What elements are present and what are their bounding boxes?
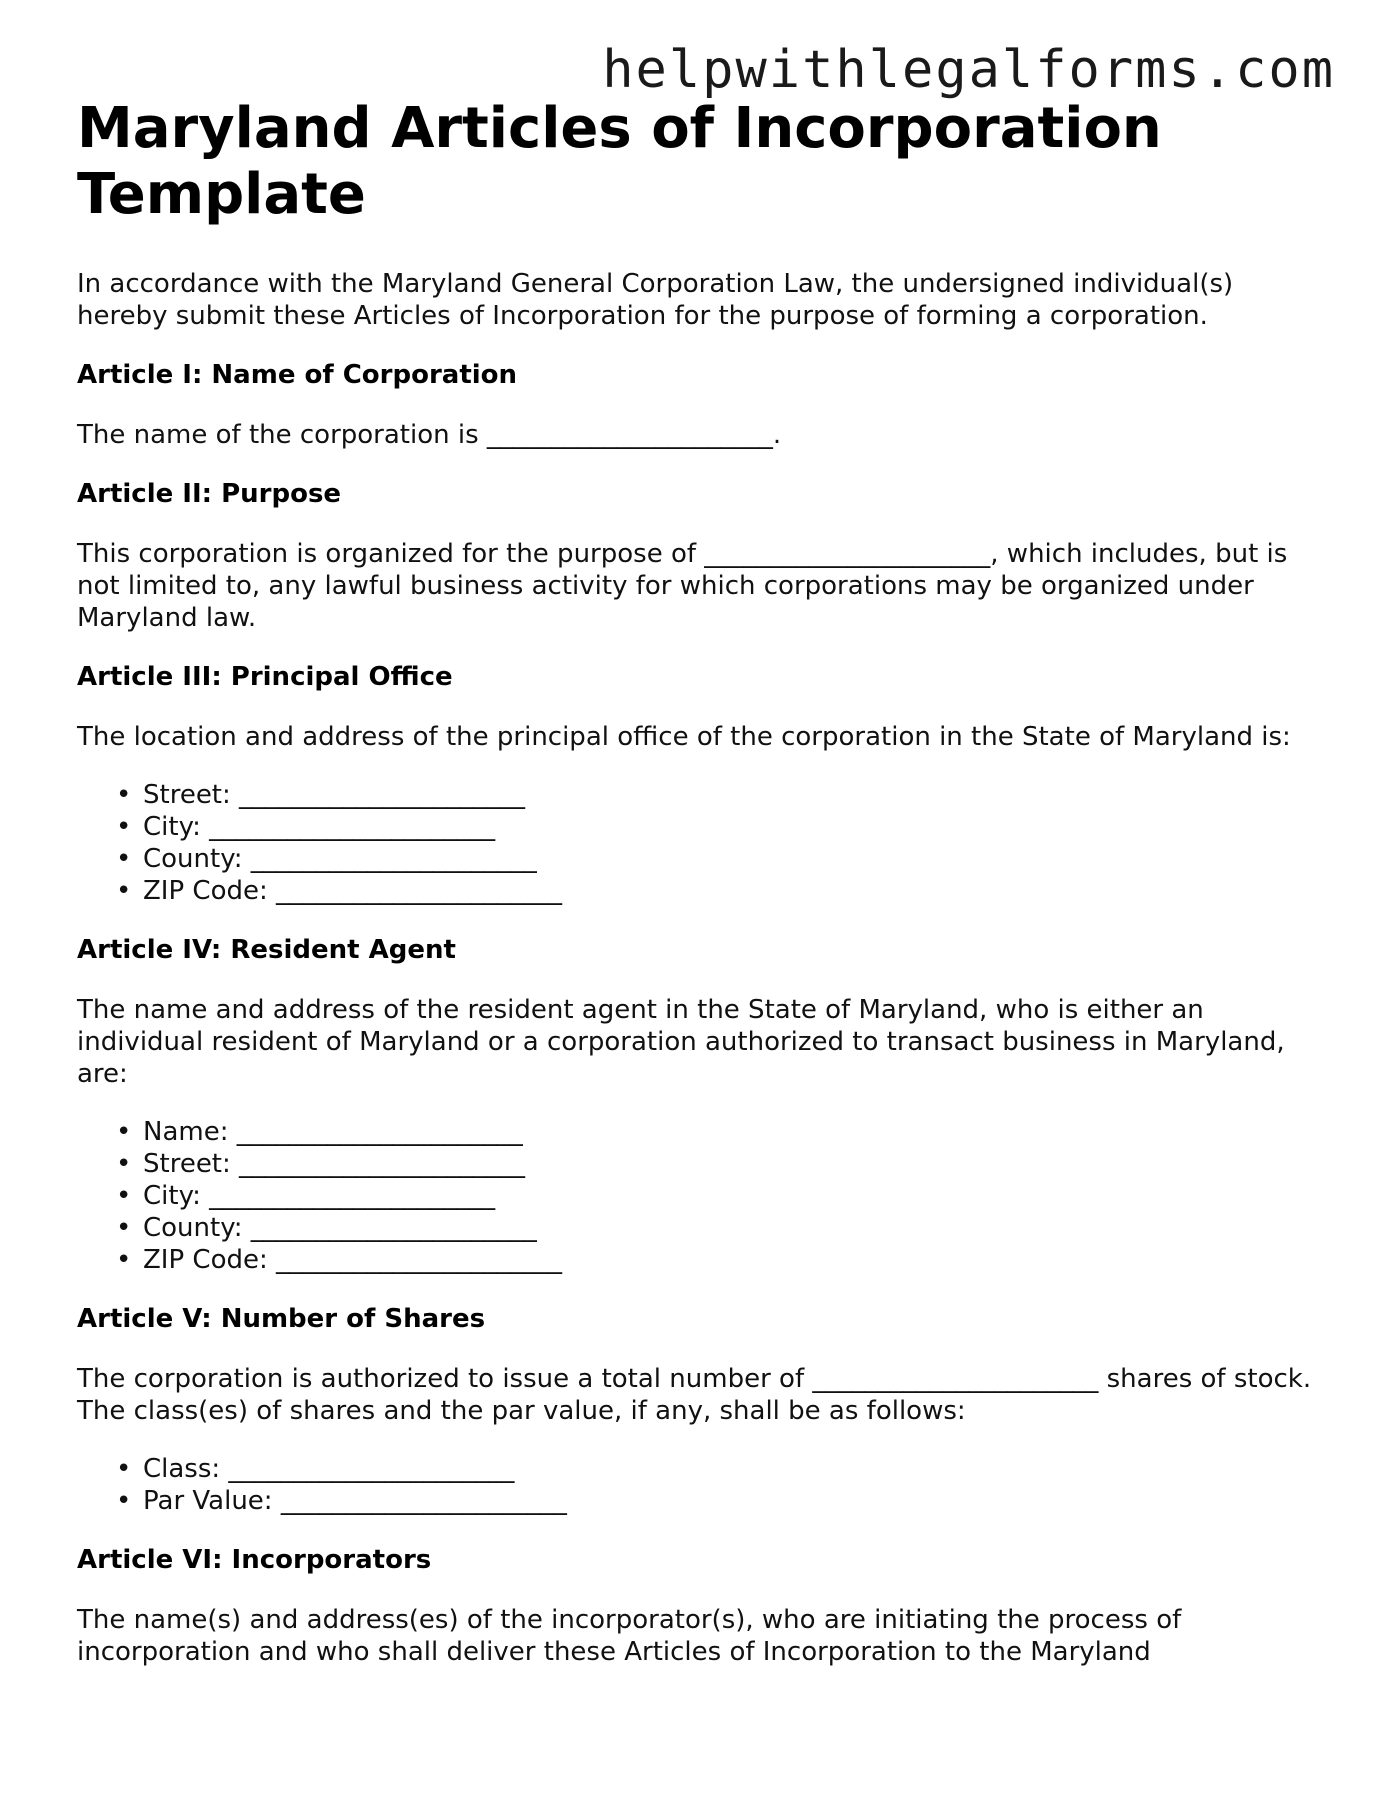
article-6-section	[77, 1544, 1327, 1668]
list-item-city: • City: ______________________	[143, 811, 1327, 843]
list-item-par-value: • Par Value: ______________________	[143, 1485, 1327, 1517]
document-page	[77, 96, 1327, 1668]
article-4-section	[77, 934, 1327, 1276]
article-6-heading: Article VI: Incorporators	[77, 1545, 432, 1575]
article-3-text: The location and address of the principal office of the corporation in the State of Maryland is:	[77, 722, 1291, 752]
article-5-heading: Article V: Number of Shares	[77, 1304, 486, 1334]
article-5-section	[77, 1303, 1327, 1517]
shares-list	[77, 1453, 1327, 1517]
list-item-name: • Name: ______________________	[143, 1116, 1327, 1148]
site-watermark: helpwithlegalforms.com	[602, 40, 1335, 100]
article-5-text: The corporation is authorized to issue a total number of ______________________ shares of stock. The class(es) of shares and the par value, if any, shall be as follows:	[77, 1364, 1312, 1426]
article-1-section	[77, 359, 1327, 451]
article-1-heading: Article I: Name of Corporation	[77, 360, 518, 390]
article-2-text: This corporation is organized for the purpose of ______________________, which includes, but is not limited to, any lawful business activity for which corporations may be organized under Maryland law.	[77, 539, 1288, 633]
intro-paragraph: In accordance with the Maryland General Corporation Law, the undersigned individual(s) hereby submit these Articles of Incorporation for the purpose of forming a corporation.	[77, 269, 1234, 331]
list-item-street: • Street: ______________________	[143, 1148, 1327, 1180]
principal-office-list	[77, 779, 1327, 907]
list-item-county: • County: ______________________	[143, 843, 1327, 875]
list-item-class: • Class: ______________________	[143, 1453, 1327, 1485]
list-item-zip: • ZIP Code: ______________________	[143, 875, 1327, 907]
article-4-text: The name and address of the resident agent in the State of Maryland, who is either an individual resident of Maryland or a corporation authorized to transact business in Maryland, are:	[77, 995, 1285, 1089]
article-6-text: The name(s) and address(es) of the incorporator(s), who are initiating the process of incorporation and who shall deliver these Articles of Incorporation to the Maryland	[77, 1605, 1182, 1667]
list-item-city: • City: ______________________	[143, 1180, 1327, 1212]
list-item-zip: • ZIP Code: ______________________	[143, 1244, 1327, 1276]
article-3-section	[77, 661, 1327, 907]
article-1-text: The name of the corporation is ______________________.	[77, 420, 782, 450]
list-item-street: • Street: ______________________	[143, 779, 1327, 811]
list-item-county: • County: ______________________	[143, 1212, 1327, 1244]
article-2-heading: Article II: Purpose	[77, 479, 342, 509]
article-2-section	[77, 478, 1327, 634]
article-4-heading: Article IV: Resident Agent	[77, 935, 456, 965]
page-title: Maryland Articles of Incorporation Template	[77, 96, 1162, 227]
resident-agent-list	[77, 1116, 1327, 1276]
article-3-heading: Article III: Principal Office	[77, 662, 453, 692]
